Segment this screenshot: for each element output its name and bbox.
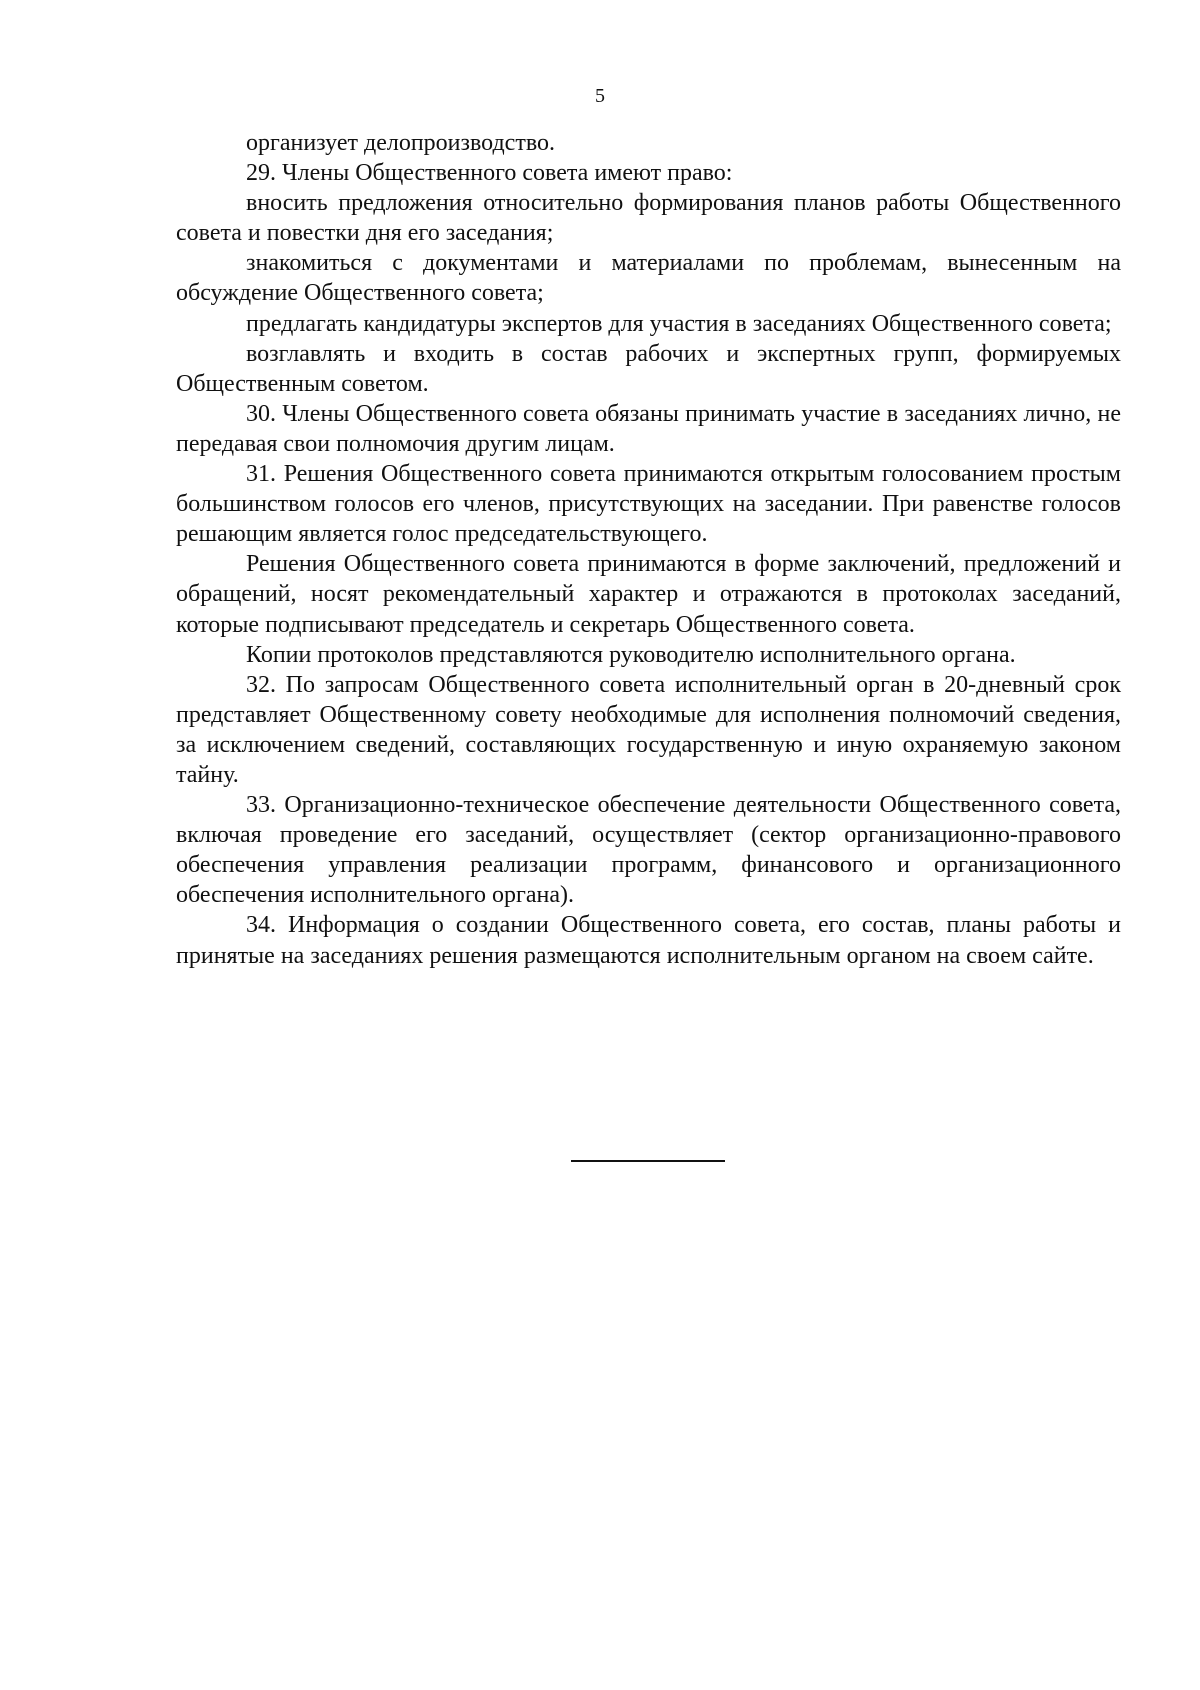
paragraph: 33. Организационно-техническое обеспечение деятельности Общественного совета, включая проведение его заседаний, осуществляет (сектор организационно-правового обеспечения управления реализации программ, финансового и организационного обеспечения исполнительного органа). bbox=[176, 792, 1121, 909]
paragraph: Решения Общественного совета принимаются в форме заключений, предложений и обращений, носят рекомендательный характер и отражаются в протоколах заседаний, которые подписывают председатель и секретарь Общественного совета. bbox=[176, 551, 1121, 638]
paragraph: 30. Члены Общественного совета обязаны принимать участие в заседаниях лично, не передавая свои полномочия другим лицам. bbox=[176, 400, 1121, 457]
paragraph: предлагать кандидатуры экспертов для участия в заседаниях Общественного совета; bbox=[246, 310, 1112, 337]
paragraph: 32. По запросам Общественного совета исполнительный орган в 20-дневный срок представляет Общественному совету необходимые для исполнения полномочий сведения, за исключением сведений, составляющих государственную и иную охраняемую законом тайну. bbox=[176, 671, 1121, 788]
paragraph: 34. Информация о создании Общественного совета, его состав, планы работы и принятые на заседаниях решения размещаются исполнительным органом на своем сайте. bbox=[176, 912, 1121, 969]
paragraph: вносить предложения относительно формирования планов работы Общественного совета и повестки дня его заседания; bbox=[176, 190, 1121, 247]
end-of-document-line bbox=[571, 1160, 725, 1162]
paragraph: знакомиться с документами и материалами по проблемам, вынесенным на обсуждение Общественного совета; bbox=[176, 250, 1121, 307]
paragraph: 29. Члены Общественного совета имеют право: bbox=[246, 160, 733, 187]
document-body bbox=[176, 128, 1121, 971]
page-number: 5 bbox=[595, 85, 605, 107]
paragraph: Копии протоколов представляются руководителю исполнительного органа. bbox=[246, 641, 1016, 668]
paragraph: 31. Решения Общественного совета принимаются открытым голосованием простым большинством голосов его членов, присутствующих на заседании. При равенстве голосов решающим является голос председательствующего. bbox=[176, 461, 1121, 548]
paragraph: возглавлять и входить в состав рабочих и экспертных групп, формируемых Общественным советом. bbox=[176, 340, 1121, 397]
paragraph: организует делопроизводство. bbox=[246, 130, 555, 156]
